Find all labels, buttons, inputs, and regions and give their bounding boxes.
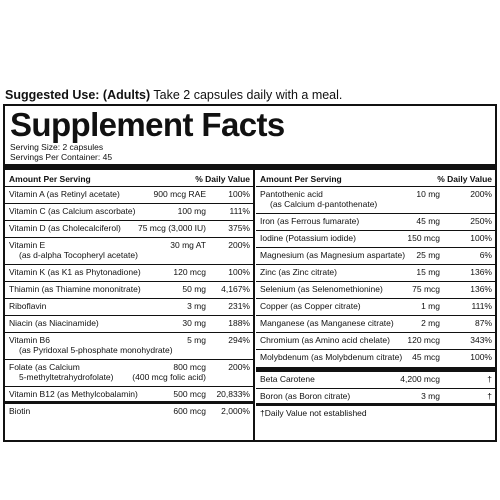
- nutrient-name: Iodine (Potassium iodide): [260, 233, 356, 243]
- nutrient-dv: 200%: [228, 362, 250, 372]
- nutrient-source: (as Calcium d-pantothenate): [270, 199, 378, 209]
- nutrient-amount: 900 mcg RAE: [153, 189, 206, 199]
- nutrient-dv: 343%: [470, 335, 492, 345]
- left-header-amount: Amount Per Serving: [9, 174, 91, 184]
- nutrient-name: Vitamin A (as Retinyl acetate): [9, 189, 120, 199]
- suggested-use: [5, 88, 342, 102]
- nutrient-name: Boron (as Boron citrate): [260, 391, 351, 401]
- nutrient-amount: 45 mg: [416, 216, 440, 226]
- nutrient-row: [256, 214, 495, 231]
- nutrient-amount: 45 mcg: [412, 352, 440, 362]
- nutrient-dv: 100%: [228, 267, 250, 277]
- nutrient-dv: 200%: [470, 189, 492, 199]
- nutrient-row: [256, 187, 495, 214]
- nutrient-row: [256, 282, 495, 299]
- nutrient-dv: 100%: [228, 189, 250, 199]
- nutrient-amount: 75 mcg (3,000 IU): [137, 223, 206, 233]
- left-column: [5, 170, 253, 421]
- nutrient-dv: 6%: [479, 250, 492, 260]
- nutrient-amount: 15 mg: [416, 267, 440, 277]
- nutrient-row: [256, 316, 495, 333]
- nutrient-dv: 375%: [228, 223, 250, 233]
- nutrient-amount-note: (400 mcg folic acid): [132, 372, 206, 382]
- nutrient-row: [256, 333, 495, 350]
- column-divider: [253, 170, 255, 440]
- nutrient-row: [5, 387, 253, 404]
- nutrient-row: [5, 316, 253, 333]
- nutrient-amount: 10 mg: [416, 189, 440, 199]
- nutrient-name: Chromium (as Amino acid chelate): [260, 335, 390, 345]
- servings-per-container: Servings Per Container: 45: [10, 152, 113, 162]
- suggested-use-label: Suggested Use: (Adults): [5, 88, 151, 102]
- nutrient-amount: 150 mcg: [407, 233, 440, 243]
- nutrient-dv: 4,167%: [221, 284, 250, 294]
- nutrient-name: Iron (as Ferrous fumarate): [260, 216, 360, 226]
- nutrient-amount: 120 mcg: [173, 267, 206, 277]
- nutrient-dv: 100%: [470, 233, 492, 243]
- nutrient-row: [5, 360, 253, 387]
- left-header: [5, 170, 253, 187]
- nutrient-dv: 100%: [470, 352, 492, 362]
- nutrient-amount: 1 mg: [421, 301, 440, 311]
- nutrient-dv: 20,833%: [216, 389, 250, 399]
- right-header-dv: % Daily Value: [437, 174, 492, 184]
- nutrient-name: Magnesium (as Magnesium aspartate): [260, 250, 406, 260]
- nutrient-source: (as d-alpha Tocopheryl acetate): [19, 250, 138, 260]
- nutrient-amount: 25 mg: [416, 250, 440, 260]
- nutrient-dv: †: [487, 374, 492, 384]
- nutrient-name: Vitamin B6: [9, 335, 50, 345]
- nutrient-dv: †: [487, 391, 492, 401]
- supplement-facts-panel: [3, 104, 497, 442]
- nutrient-amount: 500 mcg: [173, 389, 206, 399]
- nutrient-source: (as Pyridoxal 5-phosphate monohydrate): [19, 345, 173, 355]
- left-header-dv: % Daily Value: [195, 174, 250, 184]
- nutrient-row: [5, 204, 253, 221]
- nutrient-dv: 87%: [474, 318, 492, 328]
- nutrient-amount: 600 mcg: [173, 406, 206, 416]
- nutrient-name: Thiamin (as Thiamine mononitrate): [9, 284, 141, 294]
- nutrient-row: [5, 221, 253, 238]
- nutrient-amount: 800 mcg: [173, 362, 206, 372]
- nutrient-dv: 2,000%: [221, 406, 250, 416]
- nutrient-row: [5, 187, 253, 204]
- nutrient-row: [5, 333, 253, 360]
- nutrient-amount: 2 mg: [421, 318, 440, 328]
- nutrient-name: Vitamin C (as Calcium ascorbate): [9, 206, 136, 216]
- nutrient-name: Vitamin D (as Cholecalciferol): [9, 223, 121, 233]
- nutrient-name: Riboflavin: [9, 301, 47, 311]
- nutrient-dv: 136%: [470, 267, 492, 277]
- right-header-amount: Amount Per Serving: [260, 174, 342, 184]
- nutrient-dv: 231%: [228, 301, 250, 311]
- nutrient-amount: 5 mg: [187, 335, 206, 345]
- nutrient-amount: 120 mcg: [407, 335, 440, 345]
- suggested-use-text: Take 2 capsules daily with a meal.: [150, 88, 343, 102]
- nutrient-name: Folate (as Calcium: [9, 362, 80, 372]
- nutrient-amount: 30 mg AT: [170, 240, 206, 250]
- nutrient-name: Vitamin K (as K1 as Phytonadione): [9, 267, 141, 277]
- nutrient-dv: 250%: [470, 216, 492, 226]
- nutrient-amount: 100 mg: [177, 206, 206, 216]
- nutrient-name: Manganese (as Manganese citrate): [260, 318, 394, 328]
- nutrient-row: [256, 350, 495, 367]
- nutrient-name: Molybdenum (as Molybdenum citrate): [260, 352, 403, 362]
- nutrient-row: [5, 299, 253, 316]
- serving-size: Serving Size: 2 capsules: [10, 142, 104, 152]
- nutrient-row: [256, 231, 495, 248]
- nutrient-amount: 4,200 mcg: [400, 374, 440, 384]
- nutrient-row: [256, 372, 495, 389]
- nutrient-source: 5-methyltetrahydrofolate): [19, 372, 114, 382]
- nutrient-row: [256, 299, 495, 316]
- nutrient-amount: 75 mcg: [412, 284, 440, 294]
- nutrient-row: [5, 282, 253, 299]
- panel-title: Supplement Facts: [10, 106, 285, 143]
- nutrient-dv: 111%: [229, 206, 250, 216]
- nutrient-row: [5, 404, 253, 421]
- nutrient-name: Copper (as Copper citrate): [260, 301, 361, 311]
- nutrient-amount: 3 mg: [187, 301, 206, 311]
- nutrient-name: Biotin: [9, 406, 31, 416]
- footnote-row: [256, 406, 495, 423]
- nutrient-name: Selenium (as Selenomethionine): [260, 284, 383, 294]
- nutrient-name: Zinc (as Zinc citrate): [260, 267, 337, 277]
- right-column: [256, 170, 495, 423]
- nutrient-name: Vitamin E: [9, 240, 46, 250]
- right-header: [256, 170, 495, 187]
- nutrient-name: Beta Carotene: [260, 374, 315, 384]
- nutrient-amount: 30 mg: [182, 318, 206, 328]
- nutrient-row: [5, 238, 253, 265]
- nutrient-dv: 294%: [228, 335, 250, 345]
- nutrient-row: [256, 248, 495, 265]
- nutrient-name: Pantothenic acid: [260, 189, 323, 199]
- nutrient-row: [5, 265, 253, 282]
- nutrient-name: Niacin (as Niacinamide): [9, 318, 99, 328]
- nutrient-dv: 200%: [228, 240, 250, 250]
- nutrient-row: [256, 265, 495, 282]
- nutrient-row: [256, 389, 495, 406]
- nutrient-dv: 111%: [471, 301, 492, 311]
- footnote: †Daily Value not established: [260, 408, 367, 418]
- nutrient-name: Vitamin B12 (as Methylcobalamin): [9, 389, 138, 399]
- nutrient-dv: 136%: [470, 284, 492, 294]
- nutrient-dv: 188%: [228, 318, 250, 328]
- nutrient-amount: 3 mg: [421, 391, 440, 401]
- nutrient-amount: 50 mg: [182, 284, 206, 294]
